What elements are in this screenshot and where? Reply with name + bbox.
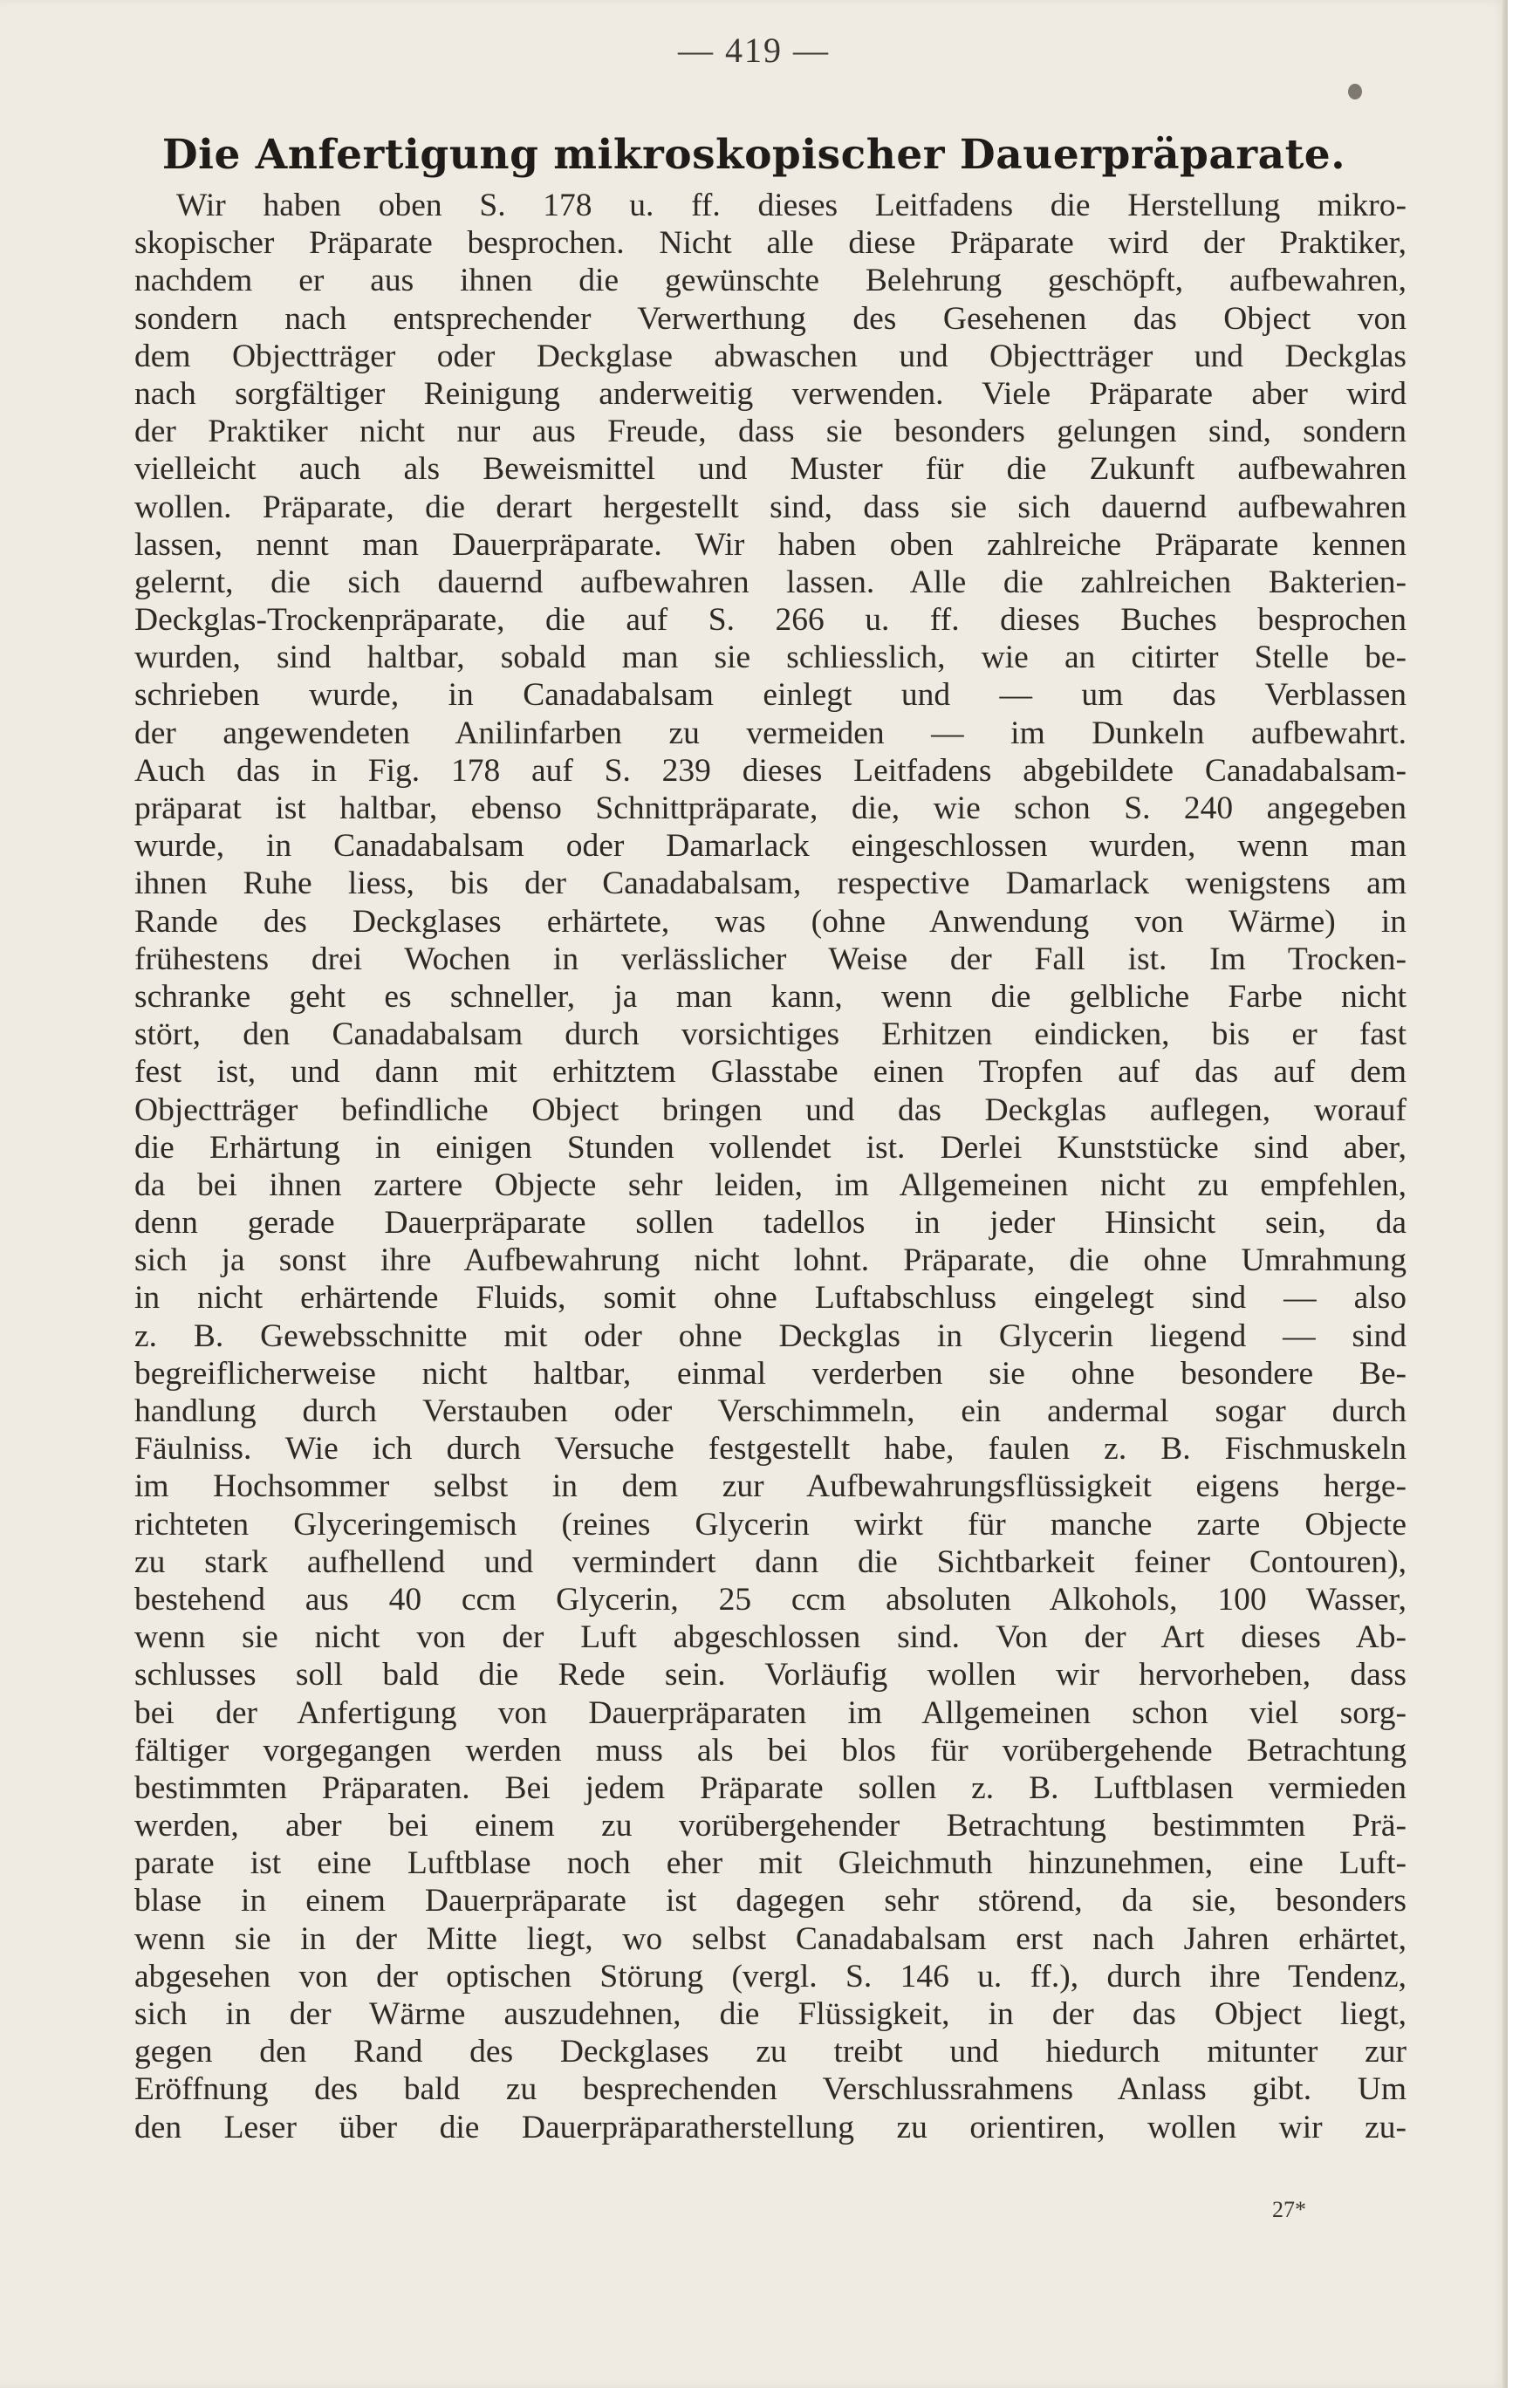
text-line: nachdem er aus ihnen die gewünschte Belehrung geschöpft, aufbewahren, [134, 263, 1407, 299]
text-line: gelernt, die sich dauernd aufbewahren lassen. Alle die zahlreichen Bakterien- [134, 564, 1407, 600]
text-line: Objectträger befindliche Object bringen und das Deckglas auflegen, worauf [134, 1091, 1407, 1128]
text-line: fest ist, und dann mit erhitztem Glasstabe einen Tropfen auf das auf dem [134, 1054, 1407, 1091]
text-line: lassen, nennt man Dauerpräparate. Wir haben oben zahlreiche Präparate kennen [134, 526, 1407, 563]
ink-spot [1348, 84, 1362, 99]
text-line: Rande des Deckglases erhärtete, was (ohne Anwendung von Wärme) in [134, 903, 1407, 940]
text-line: z. B. Gewebsschnitte mit oder ohne Deckglas in Glycerin liegend — sind [134, 1317, 1407, 1354]
text-line: Deckglas-Trockenpräparate, die auf S. 266 u. ff. dieses Buches besprochen [134, 602, 1407, 639]
text-line: richteten Glyceringemisch (reines Glycerin wirkt für manche zarte Objecte [134, 1506, 1407, 1543]
page-number: — 419 — [678, 31, 830, 70]
text-line: Auch das in Fig. 178 auf S. 239 dieses Leitfadens abgebildete Canadabalsam- [134, 752, 1407, 789]
text-line: schranke geht es schneller, ja man kann, wenn die gelbliche Farbe nicht [134, 978, 1407, 1015]
text-line: schrieben wurde, in Canadabalsam einlegt und — um das Verblassen [134, 677, 1407, 714]
body-text [134, 187, 1407, 2146]
text-line: den Leser über die Dauerpräparatherstellung zu orientiren, wollen wir zu- [134, 2109, 1407, 2145]
text-line: denn gerade Dauerpräparate sollen tadellos in jeder Hinsicht sein, da [134, 1205, 1407, 1242]
text-line: im Hochsommer selbst in dem zur Aufbewahrungsflüssigkeit eigens herge- [134, 1468, 1407, 1505]
text-line: bestehend aus 40 ccm Glycerin, 25 ccm absoluten Alkohols, 100 Wasser, [134, 1581, 1407, 1618]
text-line: schlusses soll bald die Rede sein. Vorläufig wollen wir hervorheben, dass [134, 1657, 1407, 1693]
page-edge [1502, 0, 1508, 2388]
text-line: skopischer Präparate besprochen. Nicht alle diese Präparate wird der Praktiker, [134, 225, 1407, 262]
text-line: Wir haben oben S. 178 u. ff. dieses Leitfadens die Herstellung mikro- [176, 188, 1407, 223]
text-line: bestimmten Präparaten. Bei jedem Präparate sollen z. B. Luftblasen vermieden [134, 1769, 1407, 1806]
section-title: Die Anfertigung mikroskopischer Dauerpräparate. [161, 131, 1346, 179]
text-line: begreiflicherweise nicht haltbar, einmal verderben sie ohne besondere Be- [134, 1355, 1407, 1392]
text-line: fältiger vorgegangen werden muss als bei blos für vorübergehende Betrachtung [134, 1732, 1407, 1769]
text-line: präparat ist haltbar, ebenso Schnittpräparate, die, wie schon S. 240 angegeben [134, 790, 1407, 826]
text-line: blase in einem Dauerpräparate ist dagegen sehr störend, da sie, besonders [134, 1883, 1407, 1919]
text-line: abgesehen von der optischen Störung (vergl. S. 146 u. ff.), durch ihre Tendenz, [134, 1958, 1407, 1995]
text-line: vielleicht auch als Beweismittel und Muster für die Zukunft aufbewahren [134, 451, 1407, 488]
text-line: sich in der Wärme auszudehnen, die Flüssigkeit, in der das Object liegt, [134, 1996, 1407, 2032]
text-line: wurde, in Canadabalsam oder Damarlack eingeschlossen wurden, wenn man [134, 828, 1407, 865]
text-line: dem Objectträger oder Deckglase abwaschen und Objectträger und Deckglas [134, 338, 1407, 374]
text-line: da bei ihnen zartere Objecte sehr leiden, im Allgemeinen nicht zu empfehlen, [134, 1167, 1407, 1203]
text-line: Eröffnung des bald zu besprechenden Verschlussrahmens Anlass gibt. Um [134, 2071, 1407, 2108]
text-line: bei der Anfertigung von Dauerpräparaten im Allgemeinen schon viel sorg- [134, 1694, 1407, 1731]
text-line: sich ja sonst ihre Aufbewahrung nicht lohnt. Präparate, die ohne Umrahmung [134, 1242, 1407, 1279]
printer-signature: 27* [1272, 2197, 1306, 2222]
text-line: handlung durch Verstauben oder Verschimmeln, ein andermal sogar durch [134, 1393, 1407, 1429]
text-line: sondern nach entsprechender Verwerthung des Gesehenen das Object von [134, 300, 1407, 337]
text-line: nach sorgfältiger Reinigung anderweitig verwenden. Viele Präparate aber wird [134, 375, 1407, 412]
text-line: wurden, sind haltbar, sobald man sie schliesslich, wie an citirter Stelle be- [134, 640, 1407, 676]
text-line: parate ist eine Luftblase noch eher mit Gleichmuth hinzunehmen, eine Luft- [134, 1845, 1407, 1882]
text-line: ihnen Ruhe liess, bis der Canadabalsam, respective Damarlack wenigstens am [134, 866, 1407, 902]
text-line: stört, den Canadabalsam durch vorsichtiges Erhitzen eindicken, bis er fast [134, 1016, 1407, 1053]
text-line: der angewendeten Anilinfarben zu vermeiden — im Dunkeln aufbewahrt. [134, 715, 1407, 751]
text-line: frühestens drei Wochen in verlässlicher Weise der Fall ist. Im Trocken- [134, 941, 1407, 977]
text-line: werden, aber bei einem zu vorübergehender Betrachtung bestimmten Prä- [134, 1808, 1407, 1844]
text-line: der Praktiker nicht nur aus Freude, dass sie besonders gelungen sind, sondern [134, 414, 1407, 450]
text-line: die Erhärtung in einigen Stunden vollendet ist. Derlei Kunststücke sind aber, [134, 1129, 1407, 1166]
text-line: wollen. Präparate, die derart hergestellt sind, dass sie sich dauernd aufbewahren [134, 489, 1407, 525]
text-line: wenn sie in der Mitte liegt, wo selbst Canadabalsam erst nach Jahren erhärtet, [134, 1920, 1407, 1957]
text-line: in nicht erhärtende Fluids, somit ohne Luftabschluss eingelegt sind — also [134, 1280, 1407, 1317]
text-line: Fäulniss. Wie ich durch Versuche festgestellt habe, faulen z. B. Fischmuskeln [134, 1431, 1407, 1468]
text-line: zu stark aufhellend und vermindert dann die Sichtbarkeit feiner Contouren), [134, 1543, 1407, 1580]
text-line: wenn sie nicht von der Luft abgeschlossen sind. Von der Art dieses Ab- [134, 1619, 1407, 1656]
text-line: gegen den Rand des Deckglases zu treibt und hiedurch mitunter zur [134, 2034, 1407, 2070]
